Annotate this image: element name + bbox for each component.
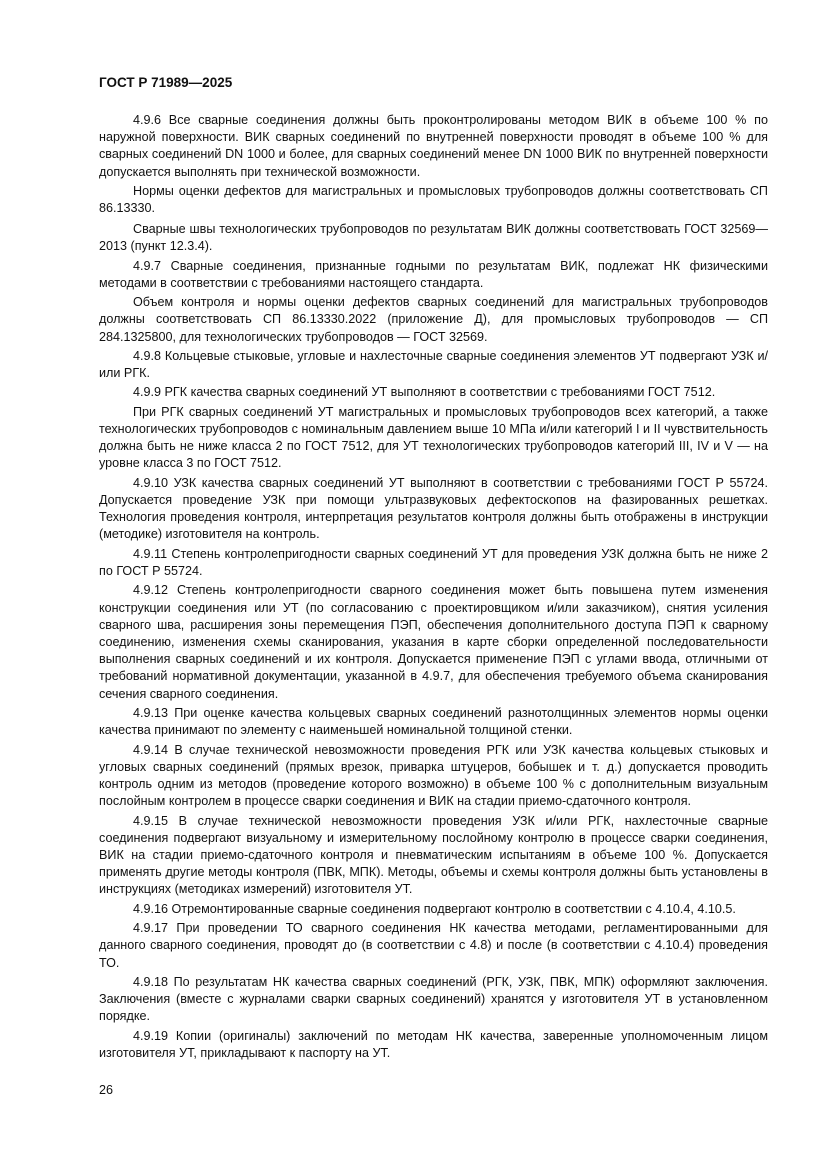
document-body xyxy=(99,112,768,1064)
paragraph-4-9-15: 4.9.15 В случае технической невозможности проведения УЗК и/или РГК, нахлесточные сварные соединения подвергают визуальному и измерительному послойному контролю в процессе сварки соединения, ВИК на стадии приемо-сдаточного контроля и пневматическим испытаниям в объеме 100 %. Допускается применять другие методы контроля (ПВК, МПК). Методы, объемы и схемы контроля должны быть установлены в инструкциях (методиках измерений) изготовителя УТ. xyxy=(99,813,768,897)
document-header: ГОСТ Р 71989—2025 xyxy=(99,75,233,90)
paragraph-4-9-11: 4.9.11 Степень контролепригодности сварных соединений УТ для проведения УЗК должна быть не ниже 2 по ГОСТ Р 55724. xyxy=(99,546,768,579)
paragraph: При РГК сварных соединений УТ магистральных и промысловых трубопроводов всех категорий, а также технологических трубопроводов с номинальным давлением выше 10 МПа и/или категорий I и II чувствительность должна быть не ниже класса 2 по ГОСТ 7512, для УТ технологических трубопроводов категорий III, IV и V — на уровне класса 3 по ГОСТ 7512. xyxy=(99,404,768,471)
paragraph-4-9-14: 4.9.14 В случае технической невозможности проведения РГК или УЗК качества кольцевых стыковых и угловых сварных соединений (прямых врезок, приварка штуцеров, бобышек и т. д.) допускается проводить контроль одним из методов (проведение которого возможно) в объеме 100 % с дополнительным визуальным послойным контролем в процессе сварки соединения и ВИК на стадии приемо-сдаточного контроля. xyxy=(99,742,768,809)
paragraph-4-9-10: 4.9.10 УЗК качества сварных соединений УТ выполняют в соответствии с требованиями ГОСТ Р 55724. Допускается проведение УЗК при помощи ультразвуковых дефектоскопов на фазированных решетках. Технология проведения контроля, интерпретация результатов контроля должны быть отображены в инструкции (методике) изготовителя на контроль. xyxy=(99,475,768,542)
page-number: 26 xyxy=(99,1083,114,1097)
paragraph: Сварные швы технологических трубопроводов по результатам ВИК должны соответствовать ГОСТ 32569—2013 (пункт 12.3.4). xyxy=(99,221,768,254)
paragraph-4-9-7: 4.9.7 Сварные соединения, признанные годными по результатам ВИК, подлежат НК физическими методами в соответствии с требованиями настоящего стандарта. xyxy=(99,258,768,290)
paragraph-4-9-18: 4.9.18 По результатам НК качества сварных соединений (РГК, УЗК, ПВК, МПК) оформляют заключения. Заключения (вместе с журналами сварки сварных соединений) хранятся у изготовителя УТ в установленном порядке. xyxy=(99,975,768,1024)
paragraph-4-9-17: 4.9.17 При проведении ТО сварного соединения НК качества методами, регламентированными для данного сварного соединения, проводят до (в соответствии с 4.8) и после (в соответствии с 4.10.4) проведения ТО. xyxy=(99,921,768,970)
paragraph-4-9-8: 4.9.8 Кольцевые стыковые, угловые и нахлесточные сварные соединения элементов УТ подвергают УЗК и/или РГК. xyxy=(99,348,768,381)
paragraph-4-9-19: 4.9.19 Копии (оригиналы) заключений по методам НК качества, заверенные уполномоченным лицом изготовителя УТ, прикладывают к паспорту на УТ. xyxy=(99,1028,768,1061)
paragraph-4-9-6: 4.9.6 Все сварные соединения должны быть проконтролированы методом ВИК в объеме 100 % по наружной поверхности. ВИК сварных соединений по внутренней поверхности проводят в объеме 100 % для сварных соединений DN 1000 и более, для сварных соединений менее DN 1000 ВИК по внутренней поверхности допускается выполнять при технической возможности. xyxy=(99,113,768,179)
paragraph-4-9-12: 4.9.12 Степень контролепригодности сварного соединения может быть повышена путем изменения конструкции соединения или УТ (по согласованию с проектировщиком и/или заказчиком), снятия усиления сварного шва, расширения зоны перемещения ПЭП, обеспечения дополнительного доступа ПЭП к сварному соединению, изменения схемы сканирования, указания в карте сборки определенной последовательности выполнения сварных соединений и их контроля. Допускается применение ПЭП с углами ввода, отличными от требований нормативной документации, указанной в 4.9.7, для обеспечения требуемого объема сканирования сечения сварного соединения. xyxy=(99,583,768,701)
paragraph-4-9-13: 4.9.13 При оценке качества кольцевых сварных соединений разнотолщинных элементов нормы оценки качества принимают по элементу с наименьшей номинальной толщиной стенки. xyxy=(99,706,768,738)
paragraph-4-9-16: 4.9.16 Отремонтированные сварные соединения подвергают контролю в соответствии с 4.10.4, 4.10.5. xyxy=(133,901,736,916)
paragraph: Нормы оценки дефектов для магистральных и промысловых трубопроводов должны соответствовать СП 86.13330. xyxy=(99,184,768,216)
paragraph: Объем контроля и нормы оценки дефектов сварных соединений для магистральных трубопроводов должны соответствовать СП 86.13330.2022 (приложение Д), для промысловых трубопроводов — СП 284.1325800, для технологических трубопроводов — ГОСТ 32569. xyxy=(99,295,768,344)
paragraph-4-9-9: 4.9.9 РГК качества сварных соединений УТ выполняют в соответствии с требованиями ГОСТ 7512. xyxy=(133,385,716,400)
